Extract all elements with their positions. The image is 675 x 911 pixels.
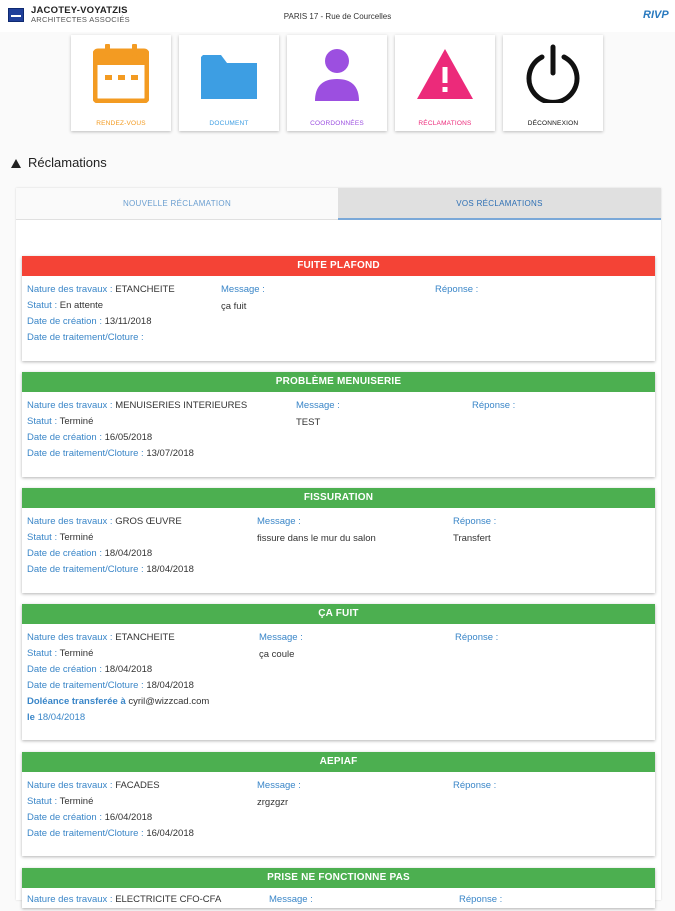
claim-traitement: [27, 564, 194, 575]
claim-nature: [27, 400, 247, 411]
value-status: Terminé: [59, 416, 94, 427]
label-status: Statut :: [27, 532, 58, 543]
claim-transfer: [27, 696, 209, 707]
calendar-icon: [93, 43, 149, 103]
claim-transfer-date: [27, 712, 85, 723]
label-creation: Date de création :: [27, 548, 102, 559]
label-response: Réponse :: [459, 894, 503, 905]
claim-card[interactable]: [22, 868, 655, 908]
value-creation: 18/04/2018: [104, 548, 153, 559]
label-nature: Nature des travaux :: [27, 894, 113, 905]
label-traitement: Date de traitement/Cloture :: [27, 564, 144, 575]
label-traitement: Date de traitement/Cloture :: [27, 332, 144, 343]
value-nature: GROS ŒUVRE: [115, 516, 182, 527]
value-nature: ETANCHEITE: [115, 284, 175, 295]
claim-response: [453, 780, 496, 797]
value-status: Terminé: [59, 532, 94, 543]
tile-label: RENDEZ-VOUS: [96, 120, 146, 127]
claim-traitement: [27, 332, 144, 343]
value-nature: ETANCHEITE: [115, 632, 175, 643]
site-address: PARIS 17 - Rue de Courcelles: [283, 12, 392, 21]
claim-title: PROBLÈME MENUISERIE: [22, 372, 655, 392]
value-response: Transfert: [453, 533, 491, 544]
label-nature: Nature des travaux :: [27, 400, 113, 411]
claim-card[interactable]: [22, 604, 655, 740]
person-icon: [309, 43, 365, 103]
claim-card[interactable]: [22, 488, 655, 593]
claim-creation: [27, 432, 152, 443]
value-traitement: 18/04/2018: [146, 680, 194, 691]
claim-status: [27, 416, 93, 427]
claim-response: [455, 632, 498, 649]
claim-creation: [27, 812, 152, 823]
label-response: Réponse :: [453, 780, 497, 791]
claim-nature: [27, 780, 160, 791]
label-nature: Nature des travaux :: [27, 632, 113, 643]
label-response: Réponse :: [472, 400, 516, 411]
claim-title: FISSURATION: [22, 488, 655, 508]
tile-coordonnees[interactable]: [287, 35, 387, 131]
label-creation: Date de création :: [27, 316, 102, 327]
label-status: Statut :: [27, 300, 58, 311]
label-message: Message :: [221, 284, 265, 295]
claim-card[interactable]: [22, 752, 655, 856]
value-transfer-to: cyril@wizzcad.com: [128, 696, 210, 707]
label-le: le: [27, 712, 35, 723]
claim-creation: [27, 664, 152, 675]
label-nature: Nature des travaux :: [27, 780, 113, 791]
label-nature: Nature des travaux :: [27, 284, 113, 295]
label-response: Réponse :: [435, 284, 479, 295]
label-creation: Date de création :: [27, 812, 102, 823]
claim-traitement: [27, 680, 194, 691]
claim-card[interactable]: [22, 256, 655, 361]
tab-my-claims[interactable]: VOS RÉCLAMATIONS: [338, 188, 661, 220]
value-message: ça coule: [259, 649, 295, 660]
value-traitement: 18/04/2018: [146, 564, 194, 575]
claim-title: ÇA FUIT: [22, 604, 655, 624]
tile-label: DÉCONNEXION: [527, 120, 579, 127]
claim-title: PRISE NE FONCTIONNE PAS: [22, 868, 655, 888]
value-traitement: 16/04/2018: [146, 828, 194, 839]
claim-creation: [27, 548, 152, 559]
label-message: Message :: [269, 894, 313, 905]
claim-traitement: [27, 828, 194, 839]
warning-icon: [11, 159, 21, 168]
tile-document[interactable]: [179, 35, 279, 131]
claim-message: [259, 632, 303, 660]
label-message: Message :: [296, 400, 340, 411]
value-traitement: 13/07/2018: [146, 448, 194, 459]
claim-creation: [27, 316, 151, 327]
label-message: Message :: [257, 780, 301, 791]
label-nature: Nature des travaux :: [27, 516, 113, 527]
label-creation: Date de création :: [27, 664, 102, 675]
value-message: fissure dans le mur du salon: [257, 533, 376, 544]
claim-response: [459, 894, 502, 911]
claim-response: [435, 284, 478, 301]
claim-status: [27, 300, 103, 311]
label-response: Réponse :: [453, 516, 497, 527]
value-creation: 16/05/2018: [104, 432, 153, 443]
label-traitement: Date de traitement/Cloture :: [27, 828, 144, 839]
label-status: Statut :: [27, 648, 58, 659]
section-title: [11, 155, 107, 170]
claim-title: AEPIAF: [22, 752, 655, 772]
tab-new-claim[interactable]: NOUVELLE RÉCLAMATION: [16, 188, 338, 220]
label-traitement: Date de traitement/Cloture :: [27, 448, 144, 459]
claim-message: [257, 516, 376, 544]
power-icon: [525, 43, 581, 103]
tile-deconnexion[interactable]: [503, 35, 603, 131]
label-transfer: Doléance transferée à: [27, 696, 126, 707]
claim-title: FUITE PLAFOND: [22, 256, 655, 276]
value-creation: 18/04/2018: [104, 664, 153, 675]
label-status: Statut :: [27, 796, 58, 807]
claim-traitement: [27, 448, 194, 459]
warning-icon: [417, 43, 473, 103]
section-title-text: Réclamations: [28, 155, 107, 170]
claim-response: [472, 400, 515, 417]
brand-logo: RIVP: [643, 9, 669, 21]
tile-label: COORDONNÉES: [310, 120, 364, 127]
label-status: Statut :: [27, 416, 58, 427]
value-message: ça fuit: [221, 301, 247, 312]
top-bar: [0, 0, 675, 32]
claim-nature: [27, 516, 182, 527]
value-message: zrgzgzr: [257, 797, 289, 808]
value-message: TEST: [296, 417, 321, 428]
claim-message: [296, 400, 340, 428]
claim-message: [269, 894, 313, 911]
tile-reclamations[interactable]: [395, 35, 495, 131]
value-status: En attente: [59, 300, 104, 311]
value-creation: 16/04/2018: [104, 812, 153, 823]
company-subtitle: ARCHITECTES ASSOCIÉS: [31, 15, 130, 24]
tile-label: DOCUMENT: [209, 120, 249, 127]
label-creation: Date de création :: [27, 432, 102, 443]
claim-card[interactable]: [22, 372, 655, 477]
tile-label: RÉCLAMATIONS: [418, 120, 472, 127]
label-response: Réponse :: [455, 632, 499, 643]
claim-message: [257, 780, 301, 808]
tile-rendez-vous[interactable]: [71, 35, 171, 131]
claim-status: [27, 648, 93, 659]
label-message: Message :: [259, 632, 303, 643]
value-status: Terminé: [59, 796, 94, 807]
claim-status: [27, 532, 93, 543]
value-nature: ELECTRICITE CFO-CFA: [115, 894, 222, 905]
value-creation: 13/11/2018: [104, 316, 152, 327]
claim-response: [453, 516, 496, 544]
value-nature: MENUISERIES INTERIEURES: [115, 400, 248, 411]
claim-status: [27, 796, 93, 807]
claim-message: [221, 284, 265, 312]
claim-nature: [27, 632, 175, 643]
value-transfer-date: 18/04/2018: [37, 712, 86, 723]
company-name: JACOTEY-VOYATZIS: [31, 5, 128, 16]
label-traitement: Date de traitement/Cloture :: [27, 680, 144, 691]
value-status: Terminé: [59, 648, 94, 659]
folder-icon: [201, 43, 257, 103]
claim-nature: [27, 284, 175, 295]
value-nature: FACADES: [115, 780, 160, 791]
label-message: Message :: [257, 516, 301, 527]
